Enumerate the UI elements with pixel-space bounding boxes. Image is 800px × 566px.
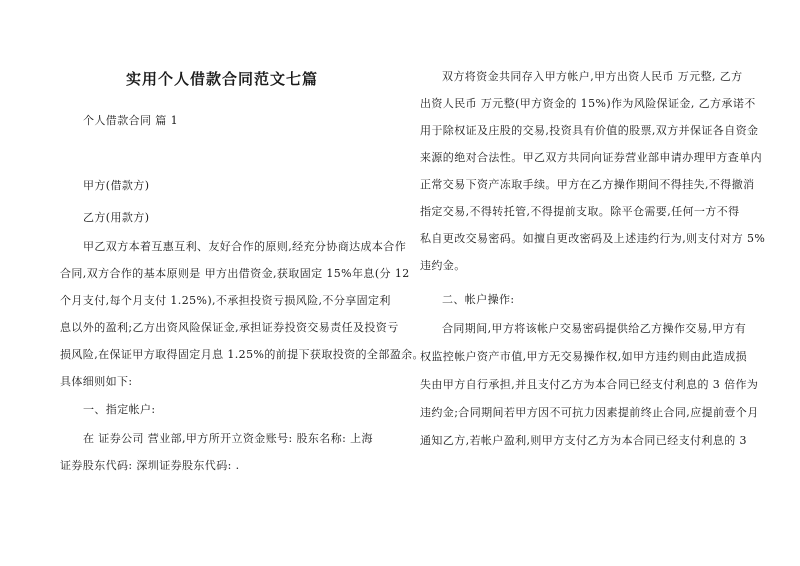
paragraph-line: 指定交易,不得转托管,不得提前支取。除平仓需要,任何一方不得 [420,205,740,218]
paragraph-line: 具体细则如下: [60,375,133,388]
subsection-heading: 二、帐户操作: [442,293,515,306]
paragraph-line: 私自更改交易密码。如擅自更改密码及上述违约行为,则支付对方 5% [420,232,766,245]
paragraph-line: 合同期间,甲方将该帐户交易密码提供给乙方操作交易,甲方有 [442,322,747,335]
paragraph-line: 违约金;合同期间若甲方因不可抗力因素提前终止合同,应提前壹个月 [420,406,759,419]
section-heading: 个人借款合同 篇 1 [83,114,178,127]
paragraph-line: 来源的绝对合法性。甲乙双方共同向证券营业部申请办理甲方查单内 [420,151,762,164]
paragraph-line: 失由甲方自行承担,并且支付乙方为本合同已经支付利息的 3 倍作为 [420,378,759,391]
party-b-label: 乙方(用款方) [83,211,150,224]
paragraph-line: 息以外的盈利;乙方出资风险保证金,承担证券投资交易责任及投资亏 [60,321,399,334]
subsection-heading: 一、指定帐户: [83,403,156,416]
paragraph-line: 在 证券公司 营业部,甲方所开立资金账号: 股东名称: 上海 [83,432,373,445]
paragraph-line: 出资人民币 万元整(甲方资金的 15%)作为风险保证金, 乙方承诺不 [420,97,756,110]
paragraph-line: 证券股东代码: 深圳证券股东代码: . [60,459,240,472]
party-a-label: 甲方(借款方) [83,179,150,192]
paragraph-line: 权监控帐户资产市值,甲方无交易操作权,如甲方违约则由此造成损 [420,350,747,363]
document-title: 实用个人借款合同范文七篇 [125,70,318,88]
paragraph-line: 合同,双方合作的基本原则是 甲方出借资金,获取固定 15%年息(分 12 [60,267,410,280]
paragraph-line: 用于除权证及庄股的交易,投资具有价值的股票,双方并保证各自资金 [420,124,759,137]
paragraph-line: 正常交易下资产冻取手续。甲方在乙方操作期间不得挂失,不得撤消 [420,178,755,191]
paragraph-line: 甲乙双方本着互惠互利、友好合作的原则,经充分协商达成本合作 [83,240,407,253]
paragraph-line: 个月支付,每个月支付 1.25%),不承担投资亏损风险,不分享固定利 [60,294,391,307]
paragraph-line: 双方将资金共同存入甲方帐户,甲方出资人民币 万元整, 乙方 [442,70,743,83]
paragraph-line: 违约金。 [420,259,466,272]
paragraph-line: 损风险,在保证甲方取得固定月息 1.25%的前提下获取投资的全部盈余。 [60,348,424,361]
paragraph-line: 通知乙方,若帐户盈利,则甲方支付乙方为本合同已经支付利息的 3 [420,434,747,447]
